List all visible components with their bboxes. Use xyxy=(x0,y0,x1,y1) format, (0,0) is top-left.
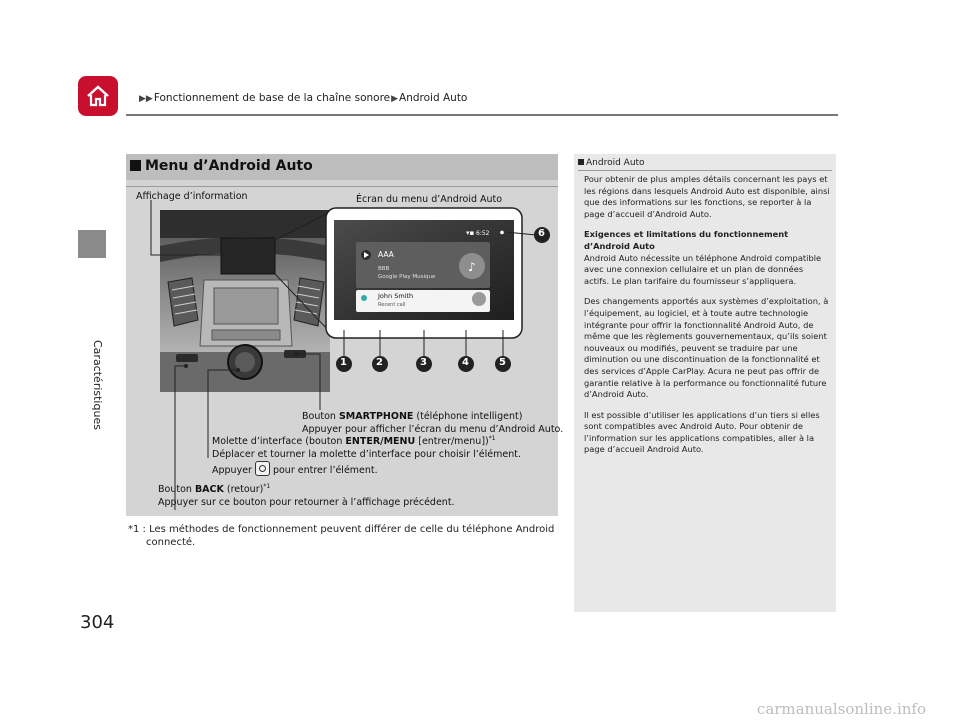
breadcrumb-item[interactable]: Android Auto xyxy=(399,92,468,104)
note-paragraph: Exigences et limitations du fonctionnement d’Android Auto Android Auto nécessite un téléphone Android compatible avec une connexion cellulaire et un plan de données actifs. Le plan tarifaire du fournisseur s’appliquera. xyxy=(584,229,830,287)
breadcrumb-item[interactable]: Fonctionnement de base de la chaîne sonore xyxy=(153,92,391,104)
page-number: 304 xyxy=(80,612,115,633)
note-paragraph: Il est possible d’utiliser les applications d’un tiers si elles sont compatibles avec Android Auto. Pour obtenir de l’information sur les applications compatibles, aller à la page d’accueil Android Auto. xyxy=(584,409,820,455)
callout-5-label: 5 xyxy=(499,357,506,368)
breadcrumb-arrow-icon: ▶ xyxy=(391,94,399,104)
callout-3-label: 3 xyxy=(420,357,427,368)
watermark: carmanualsonline.info xyxy=(756,700,926,718)
callout-6-label: 6 xyxy=(538,228,545,239)
dial-press-icon xyxy=(255,461,270,476)
callout-4-label: 4 xyxy=(462,357,469,368)
call-card-subtitle: Recent call xyxy=(378,302,406,308)
section-title: Menu d’Android Auto xyxy=(130,158,313,174)
square-bullet-icon xyxy=(578,159,584,165)
note-divider xyxy=(578,170,832,171)
music-card-line1: BBB xyxy=(378,266,390,272)
interface-dial-label: Molette d’interface (bouton ENTER/MENU [entrer/menu])$^{*1}$ Déplacer et tourner la molette d’interface pour choisir l’élément. Appuyer pour entrer l’élément. xyxy=(212,435,521,476)
call-card xyxy=(356,290,490,312)
note-title: Android Auto xyxy=(578,158,645,168)
lower-display-photo xyxy=(214,288,278,324)
wifi-signal-icon: ▾▪ xyxy=(466,229,475,237)
smartphone-button-label: Bouton SMARTPHONE (téléphone intelligent) Appuyer pour afficher l’écran du menu d’Android Auto. xyxy=(302,411,564,435)
back-button-label: Bouton BACK (retour)$^{*1}$ Appuyer sur ce bouton pour retourner à l’affichage précédent. xyxy=(158,483,455,508)
note-body xyxy=(584,174,830,465)
status-time: 6:52 xyxy=(476,230,490,237)
info-display-label: Affichage d’information xyxy=(136,191,248,202)
call-card-title: John Smith xyxy=(378,292,414,300)
mic-icon[interactable]: ⏺ xyxy=(500,228,504,237)
info-display-photo xyxy=(221,238,275,274)
chapter-label: Caractéristiques xyxy=(91,340,104,430)
menu-screen-label: Écran du menu d’Android Auto xyxy=(356,194,503,205)
callout-1-label: 1 xyxy=(340,357,347,368)
note-paragraph: Des changements apportés aux systèmes d’exploitation, à l’équipement, au logiciel, et à toute autre technologie intégrante pour offrir la fonctionnalité Android Auto, de même que les règlements gouvernementaux, qu’ils soient nouveaux ou modifiés, peuvent se traduire par une diminution ou une discontinuation de la fonctionnalité et des services d’Apple CarPlay. Acura ne peut pas offrir de garantie relative à la performance ou fonctionnalité future d’Android Auto. xyxy=(584,296,829,400)
note-subheading: Exigences et limitations du fonctionnement d’Android Auto xyxy=(584,229,789,251)
music-card-title: AAA xyxy=(378,250,394,259)
svg-text:♪: ♪ xyxy=(468,260,476,274)
breadcrumb-arrow-icon: ▶▶ xyxy=(139,94,153,104)
callout-2-label: 2 xyxy=(376,357,383,368)
note-paragraph: Pour obtenir de plus amples détails concernant les pays et les régions dans lesquels Android Auto est disponible, ainsi que des informations sur les fonctions, se reporter à la page d’accueil d’Android Auto. xyxy=(584,174,830,219)
footnote: *1 : Les méthodes de fonctionnement peuvent différer de celle du téléphone Android connecté. xyxy=(128,524,555,548)
music-card-line2: Google Play Musique xyxy=(378,274,436,280)
back-button-photo xyxy=(176,354,198,362)
